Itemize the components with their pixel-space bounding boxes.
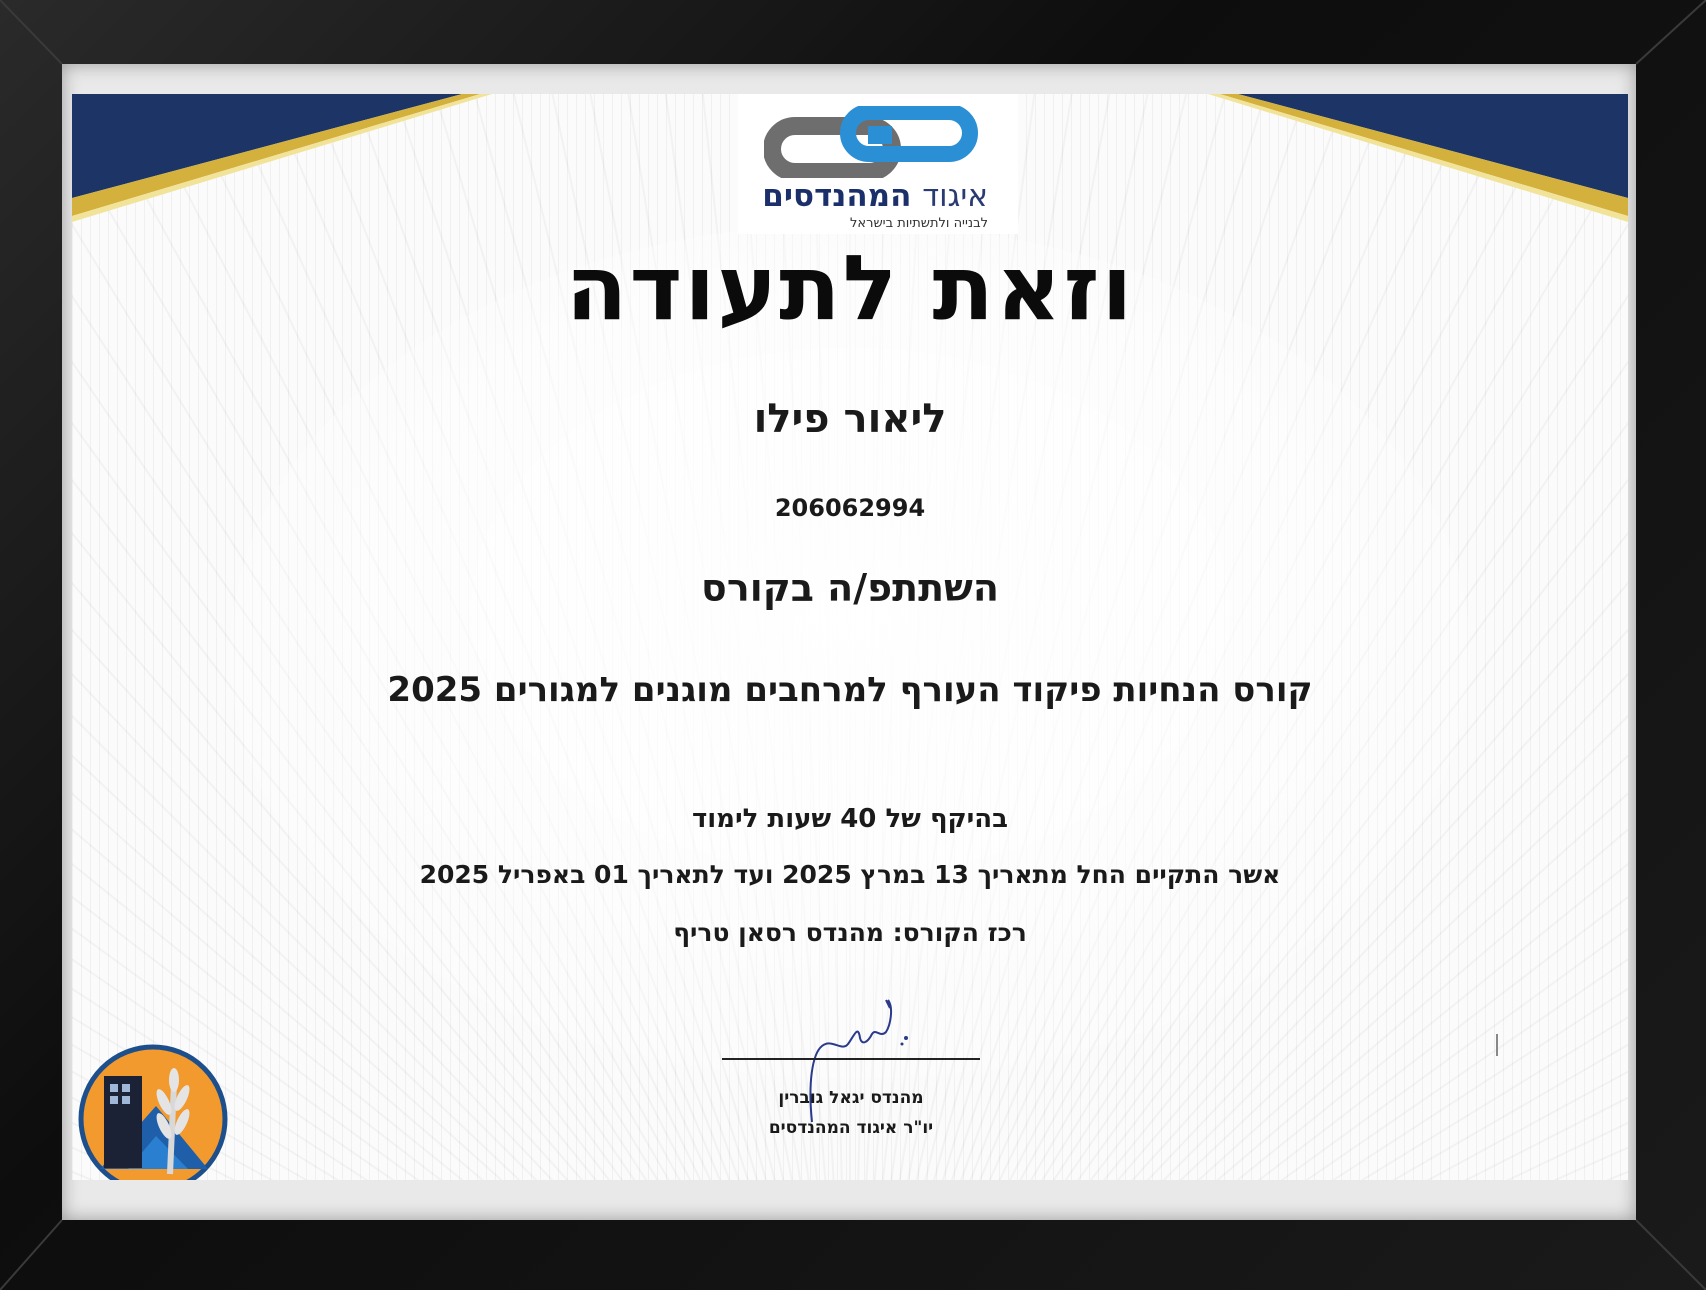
participated-text: השתתפ/ה בקורס [701,566,999,610]
course-coordinator: רכז הקורס: מהנדס רסאן טריף [673,918,1027,947]
course-name: קורס הנחיות פיקוד העורף למרחבים מוגנים למגורים 2025 [387,670,1313,710]
corner-ribbon-left [72,94,552,234]
logo-name-light: איגוד [922,178,988,214]
linked-rings-logo-icon [764,106,984,178]
logo-tagline: לבנייה ולתשתיות בישראל [850,216,988,231]
recipient-id: 206062994 [774,494,926,522]
pen-mark [1496,1034,1498,1056]
logo-name-bold: המהנדסים [762,178,912,214]
signature-line [722,1058,980,1060]
logo-name [762,178,988,214]
signer-name: מהנדס יגאל גוברין [778,1088,924,1108]
recipient-name: ליאור פילו [753,396,947,442]
certificate-paper [72,94,1628,1180]
corner-ribbon-right [1148,94,1628,234]
certificate-title: וזאת לתעודה [565,236,1135,341]
signer-title: יו"ר איגוד המהנדסים [768,1118,934,1138]
course-dates: אשר התקיים החל מתאריך 13 במרץ 2025 ועד לתאריך 01 באפריל 2025 [419,860,1281,889]
course-hours: בהיקף של 40 שעות לימוד [691,804,1009,834]
building-wheat-badge-icon [78,1044,228,1180]
